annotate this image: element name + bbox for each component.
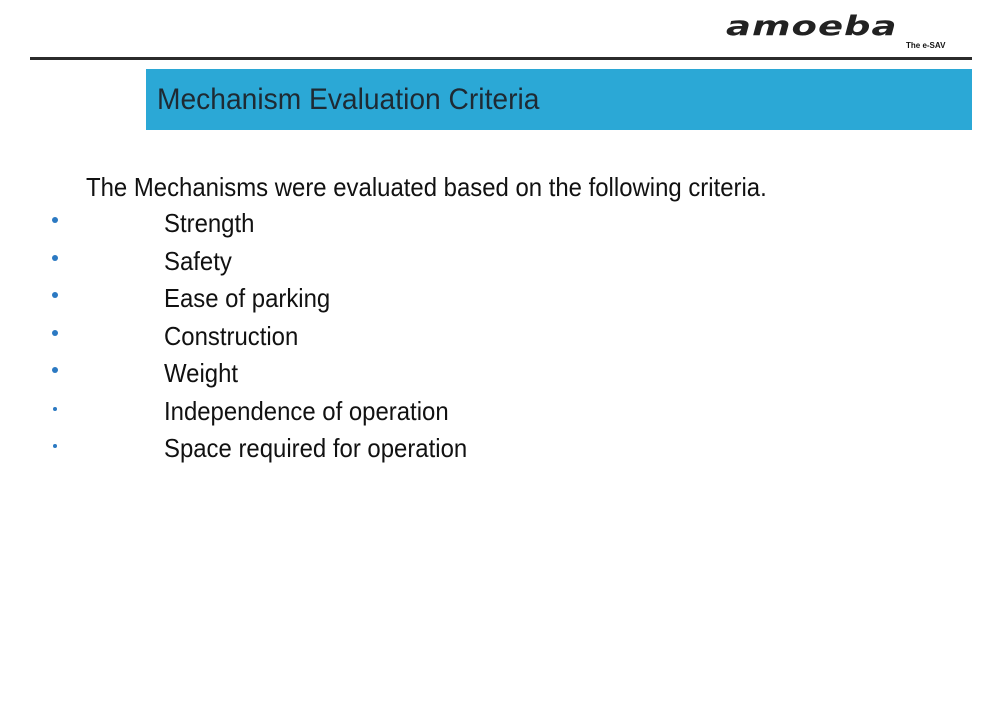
- intro-text: The Mechanisms were evaluated based on the following criteria.: [86, 172, 767, 202]
- criterion-label: Space required for operation: [164, 433, 468, 463]
- list-item: [0, 433, 600, 471]
- list-item: [0, 283, 600, 321]
- bullet-icon: [52, 367, 58, 373]
- criterion-label: Safety: [164, 245, 232, 276]
- slide-title: Mechanism Evaluation Criteria: [157, 83, 540, 116]
- bullet-icon: [52, 330, 58, 336]
- header-divider: [30, 57, 972, 60]
- bullet-icon: [52, 217, 58, 223]
- list-item: [0, 246, 600, 284]
- list-item: [0, 396, 600, 434]
- logo-tagline: The e-SAV: [906, 41, 946, 50]
- list-item: [0, 208, 600, 246]
- criterion-label: Independence of operation: [164, 395, 449, 426]
- logo-wordmark: amoeba: [726, 10, 898, 42]
- bullet-icon: [53, 444, 57, 448]
- bullet-icon: [52, 292, 58, 298]
- criterion-label: Construction: [164, 320, 299, 351]
- amoeba-logo: [726, 12, 976, 58]
- list-item: [0, 321, 600, 359]
- criterion-label: Strength: [164, 208, 255, 238]
- criteria-list: [0, 208, 600, 471]
- title-bar: [146, 69, 972, 130]
- criterion-label: Ease of parking: [164, 283, 331, 313]
- list-item: [0, 358, 600, 396]
- bullet-icon: [52, 255, 58, 261]
- criterion-label: Weight: [164, 358, 239, 388]
- bullet-icon: [53, 407, 57, 411]
